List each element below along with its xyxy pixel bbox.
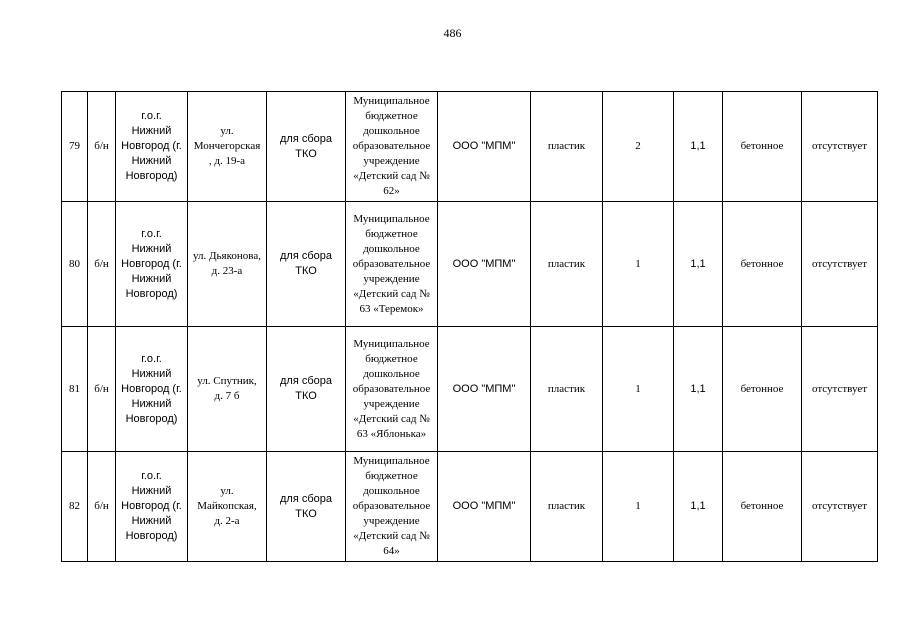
address-cell [188,92,267,202]
material-value: пластик [547,500,586,512]
owner-cell [438,327,531,452]
district-cell [116,327,188,452]
fence-value: отсутствует [811,257,868,270]
owner-cell [438,452,531,562]
bn-cell [88,327,116,452]
material-cell [531,452,603,562]
table-row [62,202,878,327]
row-number-cell [62,327,88,452]
owner-value: ООО "МПМ" [452,140,516,152]
volume-value: 1,1 [690,500,706,512]
fence-value: отсутствует [811,382,868,395]
fence-value: отсутствует [811,500,868,512]
count-value: 1 [635,257,641,270]
count-value: 1 [635,382,641,395]
count-cell [603,452,674,562]
bn-value: б/н [94,257,109,270]
fence-cell [802,202,878,327]
district-cell [116,92,188,202]
district-cell [116,202,188,327]
row-number-cell [62,202,88,327]
owner-value: ООО "МПМ" [452,257,516,270]
table-row [62,327,878,452]
district-value: г.о.г. Нижний Новгород (г. Нижний Новгород) [121,352,182,425]
count-cell [603,92,674,202]
owner-cell [438,92,531,202]
purpose-cell [267,92,346,202]
organization-cell [346,202,438,327]
organization-cell [346,327,438,452]
organization-cell [346,92,438,202]
bn-cell [88,452,116,562]
address-cell [188,327,267,452]
address-cell [188,452,267,562]
count-cell [603,327,674,452]
owner-value: ООО "МПМ" [452,382,516,395]
row-number: 81 [69,382,80,395]
base-value: бетонное [740,382,784,395]
base-cell [723,202,802,327]
purpose-cell [267,202,346,327]
organization-cell [346,452,438,562]
volume-cell [674,452,723,562]
bn-value: б/н [94,382,109,395]
bn-value: б/н [94,500,109,512]
district-cell [116,452,188,562]
bn-cell [88,202,116,327]
bn-cell [88,92,116,202]
row-number-cell [62,92,88,202]
base-value: бетонное [740,500,784,512]
district-value: г.о.г. Нижний Новгород (г. Нижний Новгород) [121,110,182,182]
volume-value: 1,1 [690,382,706,395]
organization-value: Муниципальное бюджетное дошкольное образовательное учреждение «Детский сад № 62» [352,95,431,197]
address-value: ул. Майкопская, д. 2-а [197,485,257,527]
volume-cell [674,202,723,327]
fence-cell [802,327,878,452]
count-cell [603,202,674,327]
volume-value: 1,1 [690,257,706,270]
material-cell [531,327,603,452]
material-value: пластик [547,382,586,395]
container-sites-table [61,91,878,562]
purpose-value: для сбора ТКО [279,250,332,277]
volume-value: 1,1 [690,140,706,152]
fence-cell [802,452,878,562]
base-value: бетонное [740,140,784,152]
district-value: г.о.г. Нижний Новгород (г. Нижний Новгород) [121,227,182,300]
page-number: 486 [443,26,462,40]
table-row [62,92,878,202]
base-value: бетонное [740,257,784,270]
address-value: ул. Дьяконова, д. 23-а [193,250,261,277]
material-value: пластик [547,140,586,152]
volume-cell [674,327,723,452]
purpose-value: для сбора ТКО [279,492,332,520]
row-number-cell [62,452,88,562]
purpose-cell [267,452,346,562]
base-cell [723,92,802,202]
owner-value: ООО "МПМ" [452,500,516,512]
material-cell [531,202,603,327]
base-cell [723,452,802,562]
fence-cell [802,92,878,202]
bn-value: б/н [94,140,109,152]
purpose-value: для сбора ТКО [279,132,332,160]
organization-value: Муниципальное бюджетное дошкольное образовательное учреждение «Детский сад № 63 «Яблонька» [352,337,431,440]
address-value: ул. Спутник, д. 7 б [197,375,257,402]
address-cell [188,202,267,327]
owner-cell [438,202,531,327]
purpose-cell [267,327,346,452]
base-cell [723,327,802,452]
organization-value: Муниципальное бюджетное дошкольное образовательное учреждение «Детский сад № 64» [352,455,431,557]
organization-value: Муниципальное бюджетное дошкольное образовательное учреждение «Детский сад № 63 «Теремок» [352,212,431,315]
material-value: пластик [547,257,586,270]
purpose-value: для сбора ТКО [279,375,332,402]
fence-value: отсутствует [811,140,868,152]
table-row [62,452,878,562]
count-value: 2 [635,140,641,152]
row-number: 82 [69,500,80,512]
address-value: ул. Мончегорская , д. 19-а [193,125,261,167]
material-cell [531,92,603,202]
district-value: г.о.г. Нижний Новгород (г. Нижний Новгород) [121,470,182,542]
row-number: 80 [69,257,80,270]
volume-cell [674,92,723,202]
row-number: 79 [69,140,80,152]
count-value: 1 [635,500,641,512]
